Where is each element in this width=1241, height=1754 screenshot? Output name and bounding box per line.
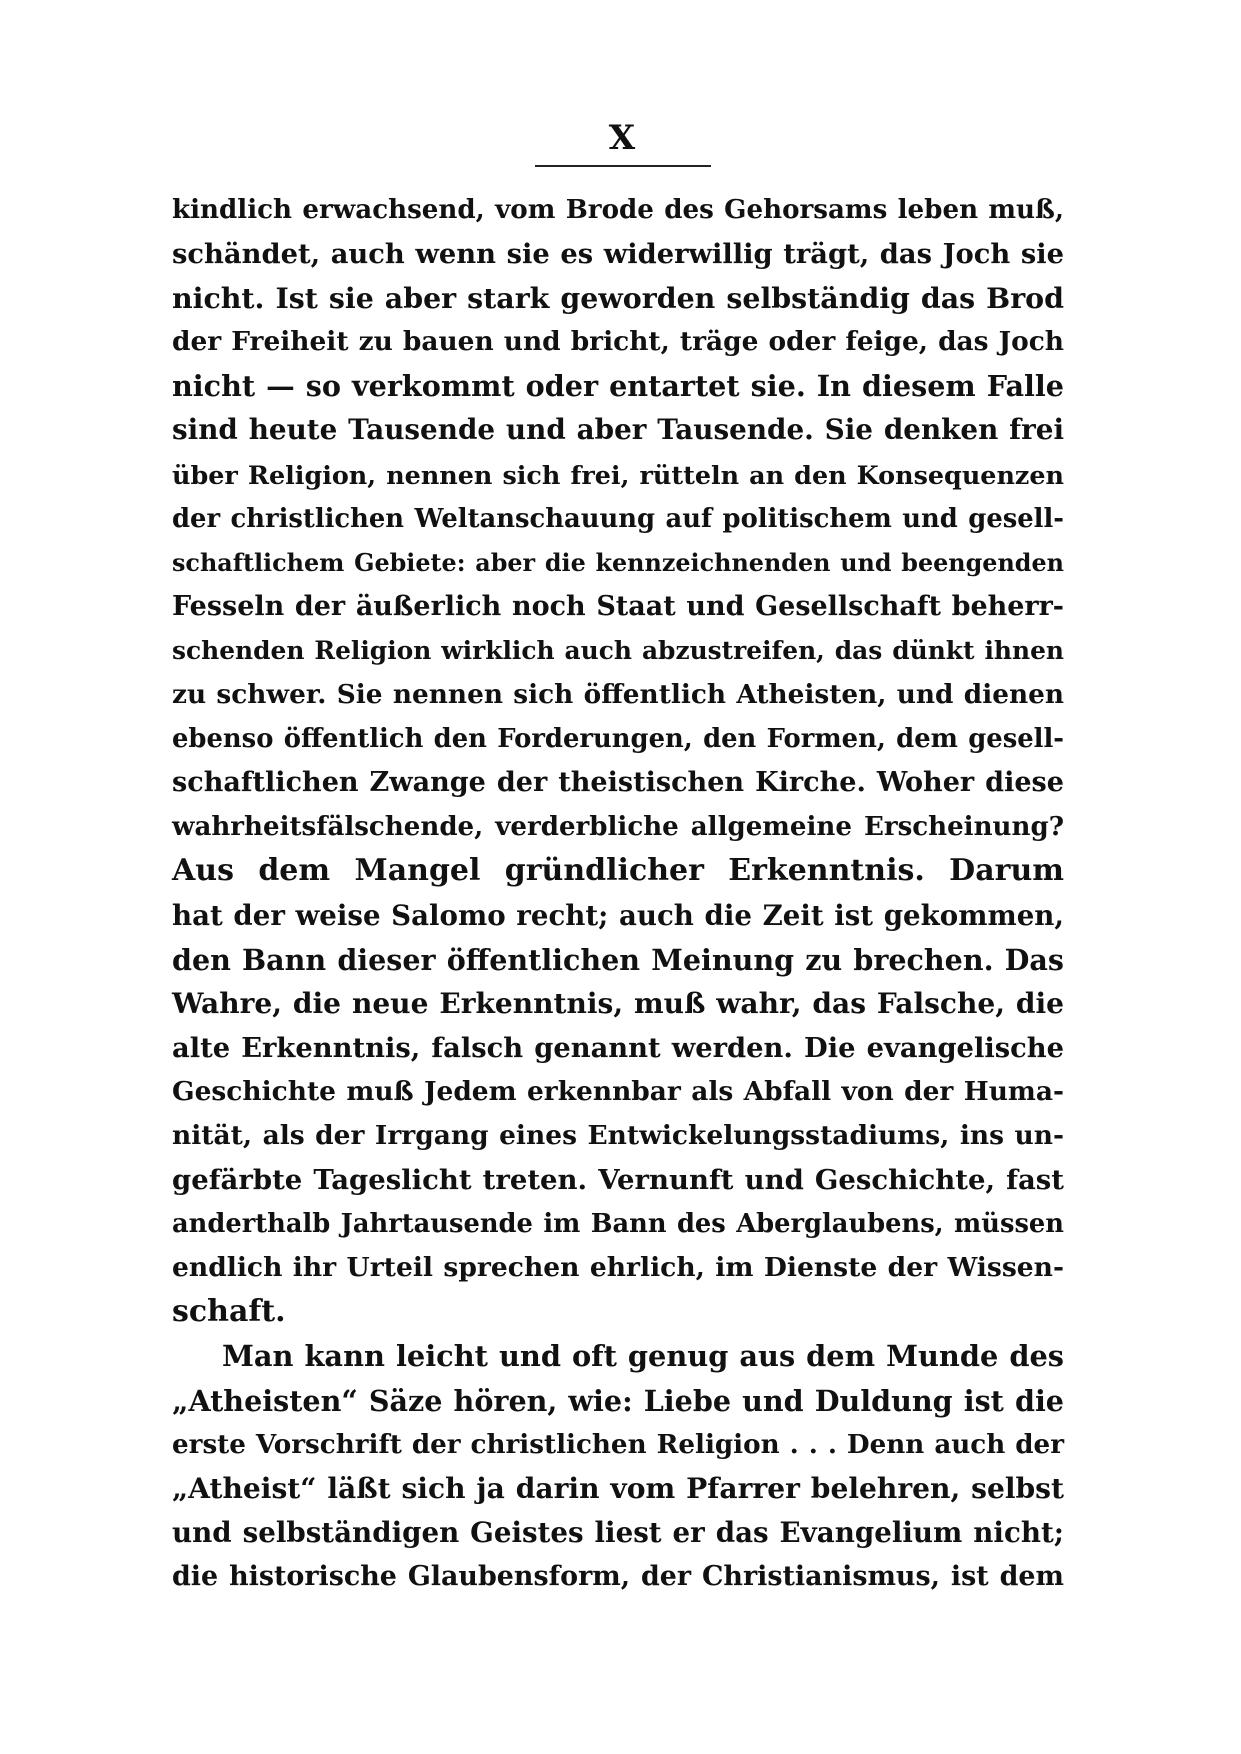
text-line: schenden Religion wirklich auch abzustreifen, das dünkt ihnen <box>172 635 1064 665</box>
text-line: der christlichen Weltanschauung auf politischem und gesell- <box>172 503 1064 534</box>
text-line: schaftlichen Zwange der theistischen Kirche. Woher diese <box>172 767 1064 799</box>
text-line: hat der weise Salomo recht; auch die Zeit ist gekommen, <box>172 898 1064 932</box>
text-line: den Bann dieser öffentlichen Meinung zu brechen. Das <box>172 942 1064 977</box>
text-line: schändet, auch wenn sie es widerwillig trägt, das Joch sie <box>172 238 1064 271</box>
header-rule <box>535 165 711 167</box>
text-line: schaftlichem Gebiete: aber die kennzeichnenden und beengenden <box>172 548 1064 577</box>
page-header <box>0 118 1241 158</box>
paragraph-1 <box>172 188 1064 1334</box>
text-line: Wahre, die neue Erkenntnis, muß wahr, das Falsche, die <box>172 986 1064 1020</box>
text-line: nicht — so verkommt oder entartet sie. In diesem Falle <box>172 369 1064 404</box>
text-line: nität, als der Irrgang eines Entwickelungsstadiums, ins un- <box>172 1119 1064 1151</box>
text-line: gefärbte Tageslicht treten. Vernunft und Geschichte, fast <box>172 1164 1064 1197</box>
text-line: erste Vorschrift der christlichen Religion . . . Denn auch der <box>172 1428 1064 1460</box>
text-line: über Religion, nennen sich frei, rütteln an den Konsequenzen <box>172 459 1064 490</box>
text-line: Aus dem Mangel gründlicher Erkenntnis. Darum <box>172 853 1064 889</box>
text-line: alte Erkenntnis, falsch genannt werden. Die evangelische <box>172 1031 1064 1064</box>
text-line: und selbständigen Geistes liest er das Evangelium nicht; <box>172 1515 1064 1549</box>
text-line: sind heute Tausende und aber Tausende. Sie denken frei <box>172 413 1064 447</box>
text-line: kindlich erwachsend, vom Brode des Gehorsams leben muß, <box>172 194 1064 225</box>
text-line: die historische Glaubensform, der Christianismus, ist dem <box>172 1560 1064 1592</box>
text-line: wahrheitsfälschende, verderbliche allgemeine Erscheinung? <box>172 812 1064 843</box>
text-line: „Atheisten“ Säze hören, wie: Liebe und Duldung ist die <box>172 1383 1064 1418</box>
text-line: Fesseln der äußerlich noch Staat und Gesellschaft beherr- <box>172 590 1064 622</box>
page-number: X <box>608 118 637 158</box>
text-line: der Freiheit zu bauen und bricht, träge oder feige, das Joch <box>172 326 1064 358</box>
text-line: schaft. <box>172 1294 286 1330</box>
body-text <box>172 188 1064 1599</box>
text-line: Geschichte muß Jedem erkennbar als Abfall von der Huma- <box>172 1075 1064 1107</box>
text-line: Man kann leicht und oft genug aus dem Munde des <box>222 1339 1064 1374</box>
text-line: zu schwer. Sie nennen sich öffentlich Atheisten, und dienen <box>172 679 1064 711</box>
text-line: endlich ihr Urteil sprechen ehrlich, im Dienste der Wissen- <box>172 1252 1064 1284</box>
text-line: „Atheist“ läßt sich ja darin vom Pfarrer belehren, selbst <box>172 1471 1064 1505</box>
text-line: nicht. Ist sie aber stark geworden selbständig das Brod <box>172 281 1064 316</box>
paragraph-2 <box>172 1334 1064 1599</box>
text-line: ebenso öffentlich den Forderungen, den Formen, dem gesell- <box>172 724 1064 755</box>
text-line: anderthalb Jahrtausende im Bann des Aberglaubens, müssen <box>172 1209 1064 1240</box>
